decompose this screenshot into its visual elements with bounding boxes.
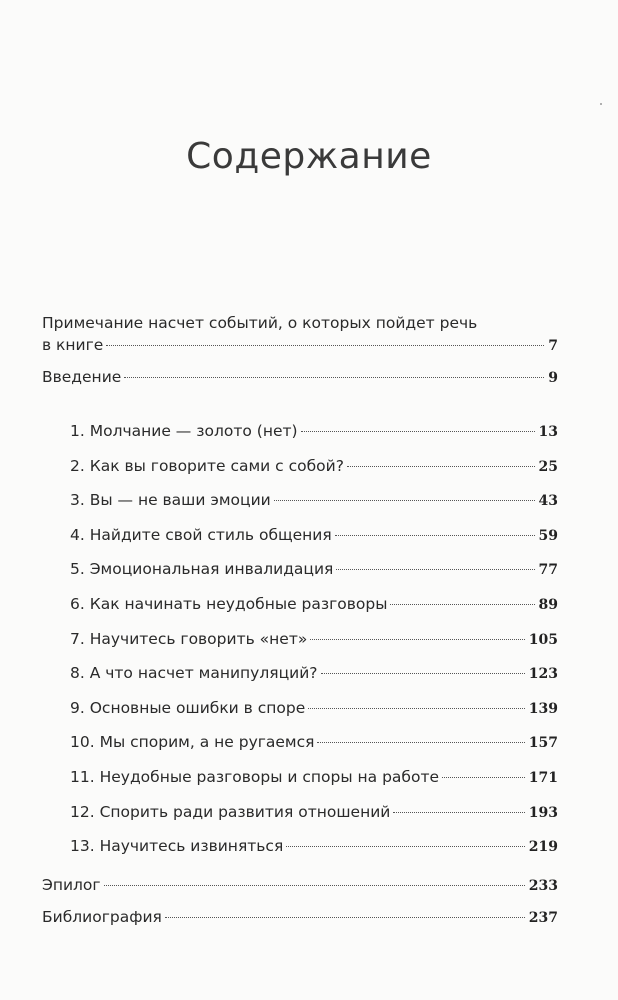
toc-chapter-entry[interactable] [70,422,558,444]
toc-entry-page: 43 [538,493,558,510]
toc-leader-dots [390,604,534,605]
toc-leader-dots [393,812,524,813]
toc-leader-dots [336,569,534,570]
toc-entry-note[interactable] [42,336,558,358]
toc-chapter-entry[interactable] [70,837,558,859]
toc-chapter-entry[interactable] [70,595,558,617]
toc-entry-label: 9. Основные ошибки в споре [70,698,306,717]
toc-entry-label: 2. Как вы говорите сами с собой? [70,456,344,475]
toc-entry-page: 13 [538,424,558,440]
toc-leader-dots [274,500,535,501]
toc-entry-page: 123 [528,666,558,683]
toc-entry-page: 237 [528,910,558,926]
toc-entry-page: 77 [538,562,558,579]
toc-entry-page: 171 [528,770,558,786]
toc-entry-label: 10. Мы спорим, а не ругаемся [70,733,315,752]
toc-entry-label: в книге [42,336,104,354]
toc-chapter-entry[interactable] [70,699,558,721]
toc-note-title-line1: Примечание насчет событий, о которых пойдет речь [42,314,478,332]
toc-entry-label: 1. Молчание — золото (нет) [70,422,298,440]
toc-entry-label: 12. Спорить ради развития отношений [70,802,391,821]
toc-leader-dots [317,742,524,743]
toc-chapter-entry[interactable] [70,733,558,755]
toc-leader-dots [310,639,524,640]
toc-leader-dots [347,466,535,467]
toc-leader-dots [335,535,535,536]
toc-leader-dots [301,431,535,432]
toc-chapter-entry[interactable] [70,526,558,548]
toc-leader-dots [124,377,544,378]
toc-leader-dots [321,673,525,674]
toc-chapter-entry[interactable] [70,491,558,513]
toc-entry-page: 59 [538,527,558,544]
toc-leader-dots [165,917,525,918]
toc-entry-label: 11. Неудобные разговоры и споры на работе [70,768,440,786]
toc-entry-page: 219 [528,839,558,856]
page-title: Содержание [186,136,432,178]
toc-leader-dots [286,846,524,847]
toc-chapter-entry[interactable] [70,560,558,582]
toc-entry-label: Введение [42,368,122,386]
toc-entry-page: 105 [528,631,558,648]
toc-entry-label: 7. Научитесь говорить «нет» [70,629,308,648]
toc-entry-page: 233 [528,878,558,894]
toc-entry-label: 4. Найдите свой стиль общения [70,525,332,544]
toc-entry-label: 3. Вы — не ваши эмоции [70,491,271,510]
toc-entry-label: 8. А что насчет манипуляций? [70,664,318,683]
toc-leader-dots [104,885,525,886]
toc-entry-bibliography[interactable] [42,908,558,930]
toc-entry-label: 13. Научитесь извиняться [70,837,284,856]
toc-entry-page: 193 [528,804,558,821]
toc-entry-page: 89 [538,597,558,613]
toc-leader-dots [106,345,544,346]
toc-entry-page: 9 [548,370,558,386]
toc-chapter-entry[interactable] [70,768,558,790]
toc-entry-intro[interactable] [42,368,558,390]
paper-speck [600,103,602,105]
toc-leader-dots [442,777,525,778]
toc-chapter-entry[interactable] [70,457,558,479]
toc-entry-label: Библиография [42,908,162,926]
toc-chapter-entry[interactable] [70,664,558,686]
toc-leader-dots [308,708,525,709]
toc-entry-label: Эпилог [42,876,101,894]
toc-chapter-entry[interactable] [70,630,558,652]
toc-entry-page: 25 [538,458,558,475]
toc-entry-label: 6. Как начинать неудобные разговоры [70,595,388,613]
toc-entry-page: 157 [528,735,558,752]
toc-chapter-entry[interactable] [70,803,558,825]
toc-entry-page: 7 [548,338,558,354]
toc-entry-label: 5. Эмоциональная инвалидация [70,560,334,579]
toc-entry-page: 139 [528,700,558,717]
toc-entry-epilogue[interactable] [42,876,558,898]
